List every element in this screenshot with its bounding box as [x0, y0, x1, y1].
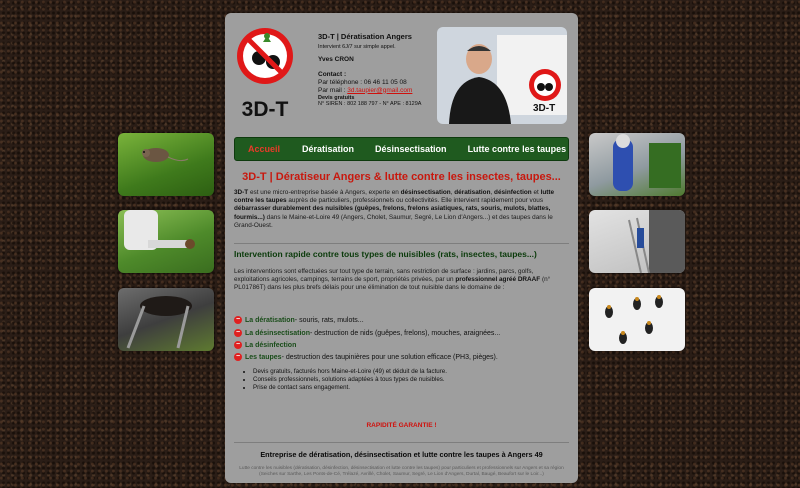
service-desc: - destruction de nids (guêpes, frelons), mouches, araignées...: [309, 329, 501, 337]
list-item: • Prise de contact sans engagement.: [253, 384, 447, 392]
body-paragraph: [234, 268, 569, 293]
text-run: Les interventions sont effectuées sur tout type de terrain, sans restriction de surface : jardins, parcs, golfs, exploitations agricoles, campings, terrains de sport, propriétés privées, par un: [234, 268, 534, 284]
photo-mole-traps: [118, 288, 214, 351]
minus-circle-icon: −: [235, 353, 241, 360]
text-run: ,: [490, 189, 495, 196]
benefits-list: [241, 368, 447, 392]
nav-desinsectisation[interactable]: Désinsectisation: [375, 144, 447, 154]
photo-technician-ground: [118, 210, 214, 273]
minus-circle-icon: −: [235, 316, 241, 323]
minus-circle-icon: −: [235, 329, 241, 336]
nav-accueil[interactable]: Accueil: [248, 144, 281, 154]
text-run: et: [531, 189, 541, 196]
main-panel: [225, 13, 578, 483]
service-desc: - souris, rats, mulots...: [294, 316, 364, 324]
service-item: [234, 316, 364, 324]
van-logo-text: 3D-T: [533, 103, 556, 114]
page-title: 3D-T | Dératiseur Angers & lutte contre les insectes, taupes...: [242, 171, 561, 183]
photo-mouse-in-grass: [118, 133, 214, 196]
divider: [234, 442, 569, 443]
siren-text: N° SIREN : 802 188 797 - N° APE : 8129A: [318, 101, 422, 107]
main-nav: [234, 137, 569, 161]
mouse-icon: [118, 133, 214, 196]
availability-text: Intervient 6J/7 sur simple appel.: [318, 44, 396, 50]
phone-line: Par téléphone : 06 46 11 05 08: [318, 78, 407, 86]
header-info: [318, 33, 448, 108]
minus-circle-icon: −: [235, 341, 241, 348]
text-run: ,: [450, 189, 455, 196]
section-title: Intervention rapide contre tous types de nuisibles (rats, insectes, taupes...): [234, 249, 537, 259]
guarantee-text: RAPIDITÉ GARANTIE !: [366, 422, 437, 429]
service-item: [234, 353, 498, 361]
footer-text: Lutte contre les nuisibles (dératisation, désinfection, désinsectisation et lutte contre les taupes) pour particuliers et professionnels sur Angers et sa région (Seiches sur Sarthe, Les Ponts-de-Cé, Trélazé, Avrillé, Cholet, Saumur, Segré, Le Lion d'Angers, Durtal, Baugé, Beaufort sur le Loir...): [239, 466, 564, 477]
photo-protective-suit: [589, 133, 685, 196]
site-title: 3D-T | Dératisation Angers: [318, 32, 412, 41]
text-run: 3D-T: [234, 189, 249, 196]
text-run: lutte contre les taupes: [234, 189, 555, 205]
nav-deratisation[interactable]: Dératisation: [302, 144, 355, 154]
intro-paragraph: [234, 189, 569, 230]
footer-title: Entreprise de dératisation, désinsectisation et lutte contre les taupes à Angers 49: [260, 450, 543, 459]
devis-text: Devis gratuits: [318, 94, 355, 101]
text-run: désinsectisation: [400, 189, 451, 196]
service-desc: - destruction des taupinières pour une solution efficace (PH3, pièges).: [281, 353, 498, 361]
owner-name: Yves CRON: [318, 55, 354, 63]
logo-text: 3D-T: [241, 98, 289, 121]
text-run: débarrasser durablement des nuisibles (guêpes, frelons, frelons asiatiques, rats, souris, mulots, blattes, fourmis...): [234, 205, 551, 221]
text-run: dans le Maine-et-Loire 49 (Angers, Cholet, Saumur, Segré, Le Lion d'Angers...) et des taupes dans le Grand-Ouest.: [234, 213, 553, 229]
service-item: [234, 341, 296, 349]
email-link[interactable]: 3d.taupier@gmail.com: [347, 86, 413, 94]
text-run: désinfection: [494, 189, 532, 196]
service-label: La désinsectisation: [245, 329, 310, 337]
text-run: auprès de particuliers, professionnels ou collectivités. Elle intervient rapidement pour vous: [286, 197, 544, 205]
service-label: La dératisation: [245, 316, 295, 324]
photo-hornets: [589, 288, 685, 351]
list-item: • Conseils professionnels, solutions adaptées à tous types de nuisibles.: [253, 376, 447, 384]
contact-heading: Contact :: [318, 70, 347, 78]
text-run: (n° PL01786T) dans les plus brefs délais pour une élimination de tout nuisible dans le domaine de :: [234, 276, 551, 292]
service-item: [234, 329, 500, 337]
site-logo[interactable]: [235, 26, 295, 130]
text-run: professionnel agréé DRAAF: [455, 276, 541, 284]
mail-label: Par mail :: [318, 86, 348, 94]
owner-photo: [437, 27, 567, 124]
hornet-icon: [589, 288, 685, 351]
photo-ladder-house: [589, 210, 685, 273]
text-run: dératisation: [454, 189, 491, 196]
list-item: • Devis gratuits, facturés hors Maine-et-Loire (49) et déduit de la facture.: [253, 368, 447, 376]
divider: [234, 243, 569, 244]
service-label: Les taupes: [245, 353, 282, 361]
service-label: La désinfection: [245, 341, 297, 349]
mail-line: [318, 87, 448, 95]
nav-taupes[interactable]: Lutte contre les taupes: [467, 144, 567, 154]
text-run: est une micro-entreprise basée à Angers, experte en: [248, 189, 401, 196]
